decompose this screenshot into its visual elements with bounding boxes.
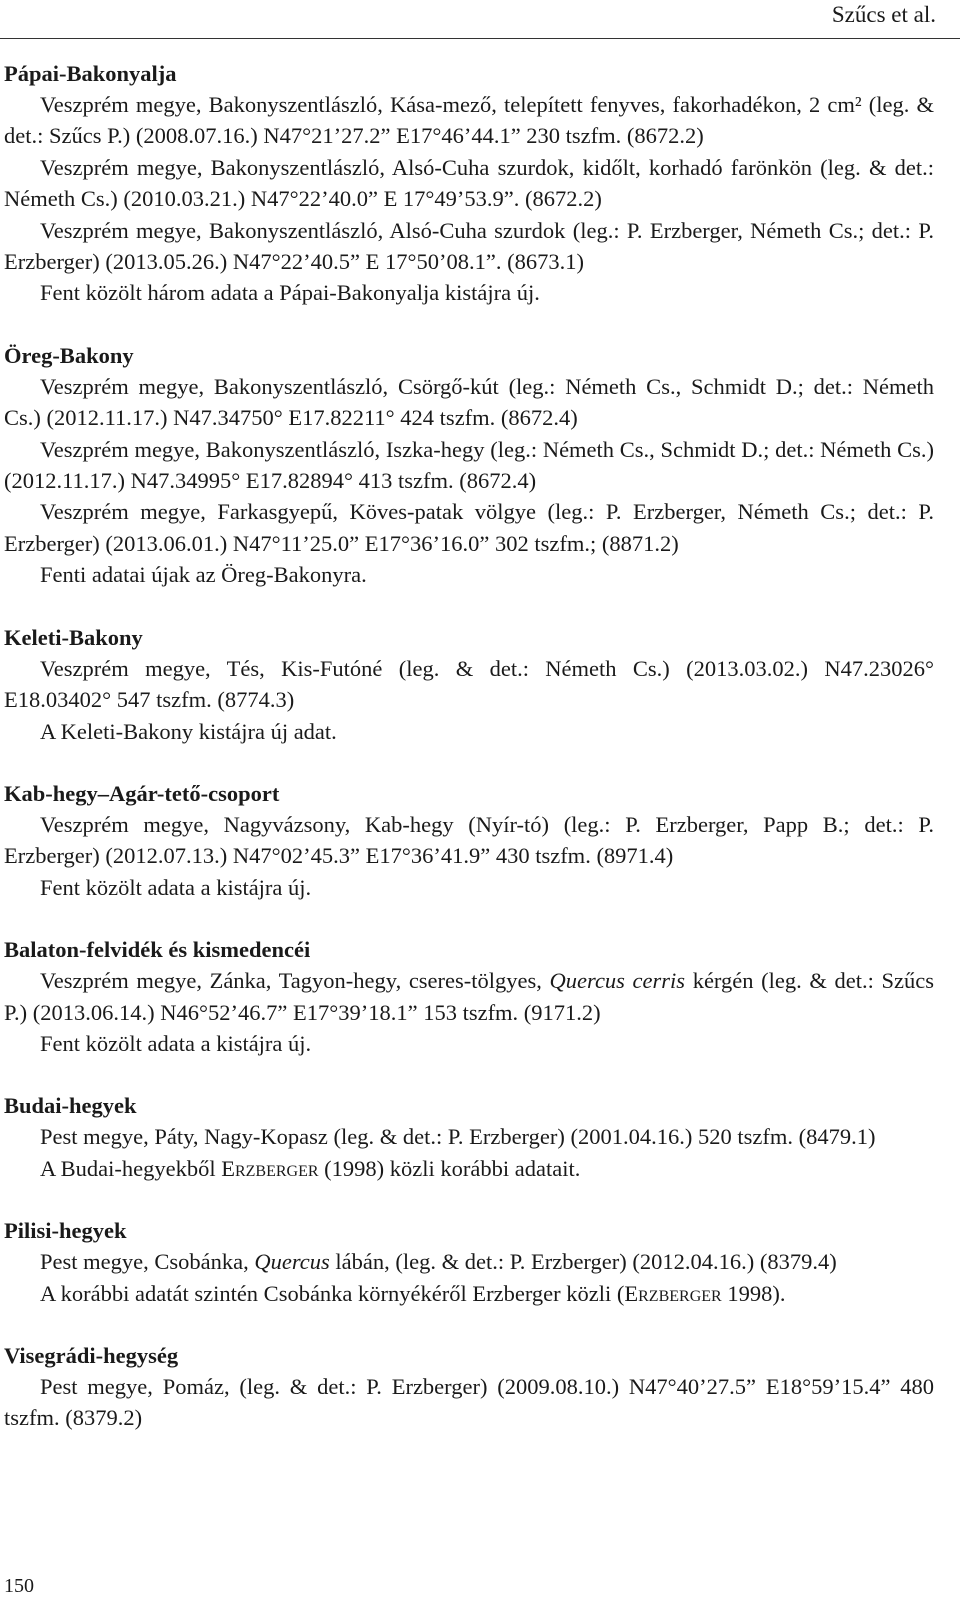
record-entry: Veszprém megye, Bakonyszentlászló, Alsó-Cuha szurdok (leg.: P. Erzberger, Németh Cs.; det.: P. Erzberger) (2013.05.26.) N47°22’40.5” E 17°50’08.1”. (8673.1)	[4, 217, 934, 275]
section-title: Kab-hegy–Agár-tető-csoport	[4, 780, 280, 806]
record-entry: Veszprém megye, Bakonyszentlászló, Csörgő-kút (leg.: Németh Cs., Schmidt D.; det.: Németh Cs.) (2012.11.17.) N47.34750° E17.82211° 424 tszfm. (8672.4)	[4, 373, 934, 431]
section-papai-bakonyalja	[4, 58, 934, 309]
entry-text: Veszprém megye, Zánka, Tagyon-hegy, cseres-tölgyes,	[40, 968, 550, 994]
section-kab-hegy	[4, 778, 934, 903]
section-title: Keleti-Bakony	[4, 624, 143, 650]
section-title: Pápai-Bakonyalja	[4, 61, 177, 86]
section-pilisi-hegyek	[4, 1215, 934, 1309]
entry-text: lábán, (leg. & det.: P. Erzberger) (2012.04.16.) (8379.4)	[329, 1249, 837, 1275]
section-title: Balaton-felvidék és kismedencéi	[4, 937, 311, 963]
author-citation: Erzberger	[624, 1280, 722, 1306]
record-entry	[4, 965, 934, 1028]
taxon-name: Quercus	[254, 1249, 330, 1275]
section-title: Budai-hegyek	[4, 1093, 137, 1119]
record-entry: Veszprém megye, Nagyvázsony, Kab-hegy (Nyír-tó) (leg.: P. Erzberger, Papp B.; det.: P. Erzberger) (2012.07.13.) N47°02’45.3” E17°36’41.9” 430 tszfm. (8971.4)	[4, 811, 934, 869]
section-note	[4, 1278, 934, 1309]
running-header	[0, 0, 960, 39]
section-note	[4, 1153, 934, 1184]
note-text: A korábbi adatát szintén Csobánka környékéről Erzberger közli (	[40, 1280, 625, 1306]
section-note: A Keleti-Bakony kistájra új adat.	[40, 718, 337, 744]
section-note: Fenti adatai újak az Öreg-Bakonyra.	[40, 562, 367, 588]
section-budai-hegyek	[4, 1090, 934, 1184]
section-oreg-bakony	[4, 340, 934, 591]
section-visegradi-hegyseg	[4, 1340, 934, 1434]
section-keleti-bakony	[4, 622, 934, 747]
entry-text: Pest megye, Csobánka,	[40, 1249, 255, 1275]
record-entry: Veszprém megye, Bakonyszentlászló, Iszka-hegy (leg.: Németh Cs., Schmidt D.; det.: Németh Cs.) (2012.11.17.) N47.34995° E17.82894° 413 tszfm. (8672.4)	[4, 436, 934, 494]
section-title: Pilisi-hegyek	[4, 1218, 127, 1244]
section-balaton-felvidek	[4, 934, 934, 1059]
entry-text: kérgén (leg. & det.: Szűcs P.) (2013.06.14.) N46°52’46.7” E17°39’18.1” 153 tszfm. (9171.2)	[4, 968, 934, 1025]
page-number: 150	[4, 1575, 34, 1597]
note-text: (1998) közli korábbi adatait.	[318, 1155, 581, 1181]
section-title: Visegrádi-hegység	[4, 1342, 179, 1368]
section-note: Fent közölt adata a kistájra új.	[40, 1030, 312, 1056]
record-entry: Veszprém megye, Bakonyszentlászló, Kása-mező, telepített fenyves, fakorhadékon, 2 cm² (leg. & det.: Szűcs P.) (2008.07.16.) N47°21’27.2” E17°46’44.1” 230 tszfm. (8672.2)	[4, 92, 934, 149]
note-text: 1998).	[721, 1280, 786, 1306]
record-entry	[4, 1246, 934, 1277]
section-title: Öreg-Bakony	[4, 342, 134, 368]
record-entry: Pest megye, Pomáz, (leg. & det.: P. Erzberger) (2009.08.10.) N47°40’27.5” E18°59’15.4” 480 tszfm. (8379.2)	[4, 1373, 934, 1431]
record-entry: Pest megye, Páty, Nagy-Kopasz (leg. & det.: P. Erzberger) (2001.04.16.) 520 tszfm. (8479.1)	[40, 1124, 876, 1150]
record-entry: Veszprém megye, Tés, Kis-Futóné (leg. & det.: Németh Cs.) (2013.03.02.) N47.23026° E18.03402° 547 tszfm. (8774.3)	[4, 655, 934, 713]
author-citation: Erzberger	[221, 1155, 319, 1181]
record-entry: Veszprém megye, Farkasgyepű, Köves-patak völgye (leg.: P. Erzberger, Németh Cs.; det.: P. Erzberger) (2013.06.01.) N47°11’25.0” E17°36’16.0” 302 tszfm.; (8871.2)	[4, 499, 934, 556]
section-note: Fent közölt három adata a Pápai-Bakonyalja kistájra új.	[40, 280, 540, 306]
record-entry: Veszprém megye, Bakonyszentlászló, Alsó-Cuha szurdok, kidőlt, korhadó farönkön (leg. & det.: Németh Cs.) (2010.03.21.) N47°22’40.0” E 17°49’53.9”. (8672.2)	[4, 154, 934, 212]
section-note: Fent közölt adata a kistájra új.	[40, 874, 312, 900]
note-text: A Budai-hegyekből	[40, 1155, 222, 1181]
header-author: Szűcs et al.	[831, 2, 936, 27]
page-body	[4, 58, 934, 1465]
taxon-name: Quercus cerris	[549, 968, 686, 994]
